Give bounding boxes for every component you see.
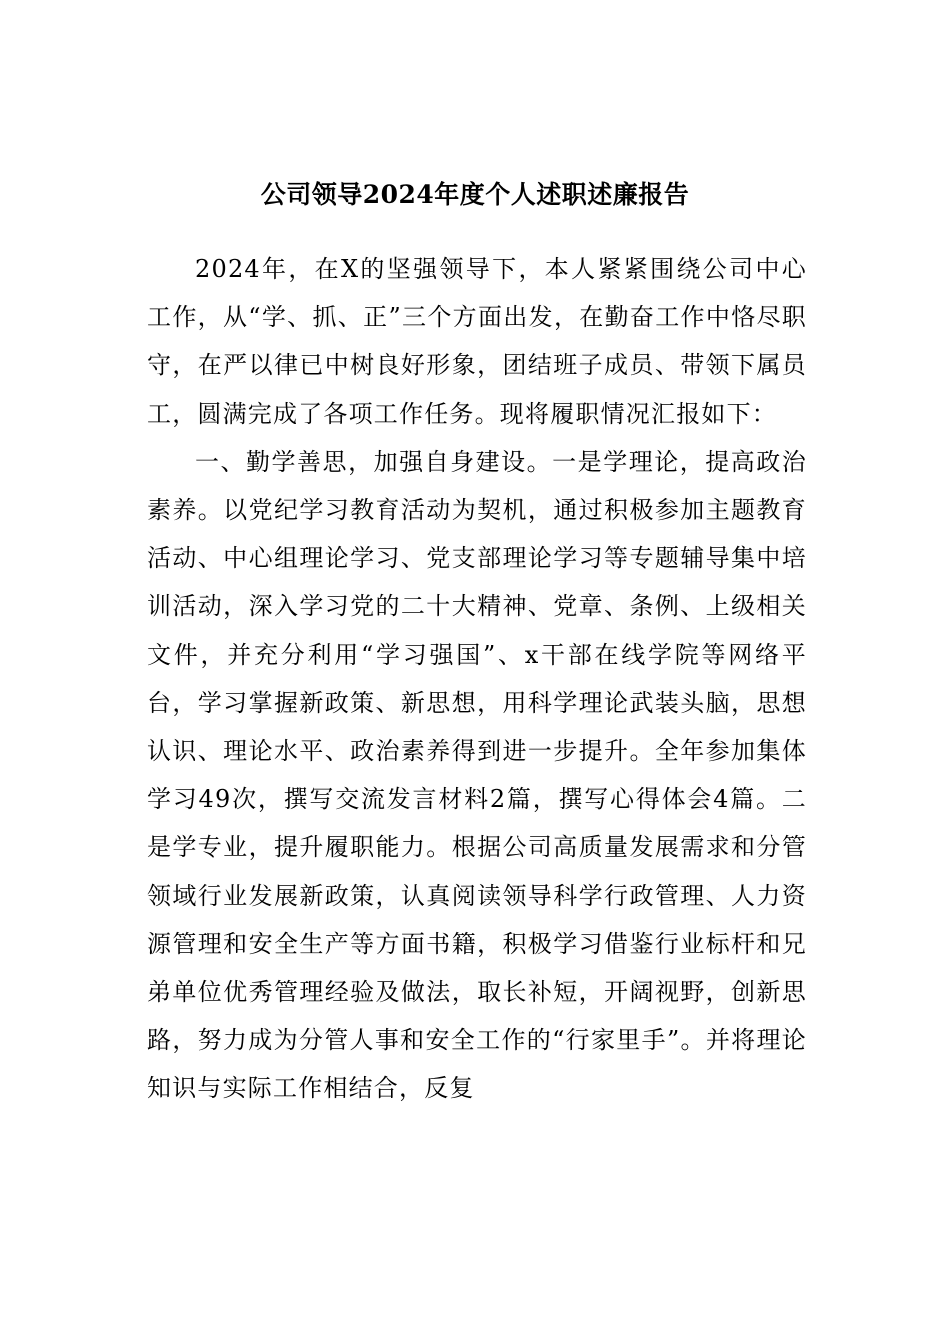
paragraph-intro: 2024年，在X的坚强领导下，本人紧紧围绕公司中心工作，从“学、抓、正”三个方面出发，在勤奋工作中恪尽职守，在严以律已中树良好形象，团结班子成员、带领下属员工，圆满完成了各项工作任务。现将履职情况汇报如下： [147, 255, 807, 428]
document-body [147, 245, 807, 1113]
paragraph-section-one: 一、勤学善思，加强自身建设。一是学理论，提高政治素养。以党纪学习教育活动为契机，通过积极参加主题教育活动、中心组理论学习、党支部理论学习等专题辅导集中培训活动，深入学习党的二十大精神、党章、条例、上级相关文件，并充分利用“学习强国”、x干部在线学院等网络平台，学习掌握新政策、新思想，用科学理论武装头脑，思想认识、理论水平、政治素养得到进一步提升。全年参加集体学习49次，撰写交流发言材料2篇，撰写心得体会4篇。二是学专业，提升履职能力。根据公司高质量发展需求和分管领域行业发展新政策，认真阅读领导科学行政管理、人力资源管理和安全生产等方面书籍，积极学习借鉴行业标杆和兄弟单位优秀管理经验及做法，取长补短，开阔视野，创新思路，努力成为分管人事和安全工作的“行家里手”。并将理论知识与实际工作相结合，反复 [147, 447, 807, 1103]
document-title: 公司领导2024年度个人述职述廉报告 [260, 179, 690, 209]
